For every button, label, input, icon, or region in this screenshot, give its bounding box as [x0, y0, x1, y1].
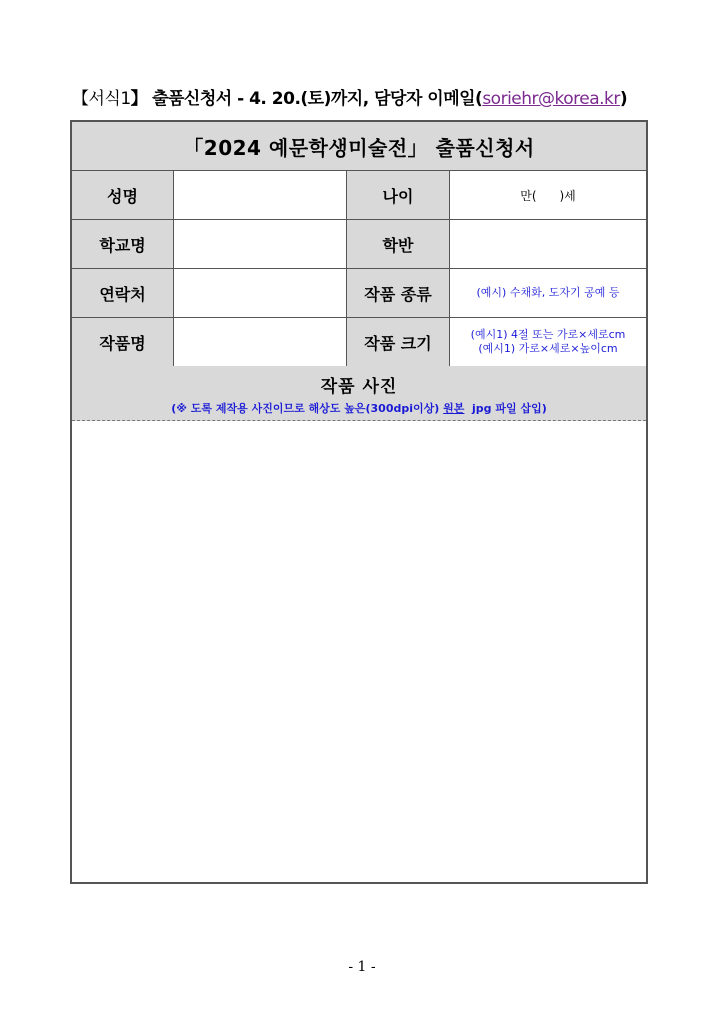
- photo-note-part2: jpg 파일 삽입): [464, 402, 547, 415]
- contact-label: 연락처: [72, 269, 174, 317]
- application-form-table: [70, 120, 648, 884]
- age-label: 나이: [347, 171, 450, 219]
- artwork-size-hint-2: (예시1) 가로×세로×높이cm: [478, 342, 618, 355]
- artwork-size-field[interactable]: [450, 318, 646, 366]
- paren-close: ): [619, 89, 628, 109]
- class-label: 학반: [347, 220, 450, 268]
- header-title: 출품신청서: [152, 89, 232, 109]
- email-link[interactable]: soriehr@korea.kr: [482, 89, 620, 109]
- deadline-text: - 4. 20.(토)까지, 담당자 이메일(: [231, 89, 483, 109]
- photo-insert-area[interactable]: [72, 421, 646, 882]
- artwork-title-field[interactable]: [174, 318, 347, 366]
- school-field[interactable]: [174, 220, 347, 268]
- photo-note-part1: (※ 도록 제작용 사진이므로 해상도 높은(300dpi이상): [171, 402, 444, 415]
- form-row-title-size: [72, 318, 646, 367]
- name-label: 성명: [72, 171, 174, 219]
- form-label: 서식1: [88, 89, 131, 109]
- bracket-close: 】: [130, 89, 148, 109]
- contact-field[interactable]: [174, 269, 347, 317]
- photo-section-header: [72, 366, 646, 421]
- photo-note-original: 원본: [443, 402, 465, 415]
- photo-section-title: 작품 사진: [320, 377, 398, 397]
- class-field[interactable]: [450, 220, 646, 268]
- form-row-school-class: [72, 220, 646, 269]
- photo-section-note: [72, 400, 646, 416]
- artwork-type-label: 작품 종류: [347, 269, 450, 317]
- age-field[interactable]: 만( )세: [520, 188, 576, 203]
- page-number: - 1 -: [348, 959, 376, 975]
- bracket-open: 【: [72, 89, 89, 109]
- form-row-contact-type: [72, 269, 646, 318]
- artwork-size-hint-1: (예시1) 4절 또는 가로×세로cm: [470, 328, 626, 341]
- form-row-name-age: [72, 171, 646, 220]
- name-field[interactable]: [174, 171, 347, 219]
- school-label: 학교명: [72, 220, 174, 268]
- form-header: [72, 84, 627, 109]
- form-title: 「2024 예문학생미술전」 출품신청서: [72, 122, 646, 171]
- artwork-type-field[interactable]: [450, 269, 646, 317]
- artwork-title-label: 작품명: [72, 318, 174, 366]
- artwork-size-label: 작품 크기: [347, 318, 450, 366]
- artwork-type-hint: (예시) 수채화, 도자기 공예 등: [476, 286, 620, 299]
